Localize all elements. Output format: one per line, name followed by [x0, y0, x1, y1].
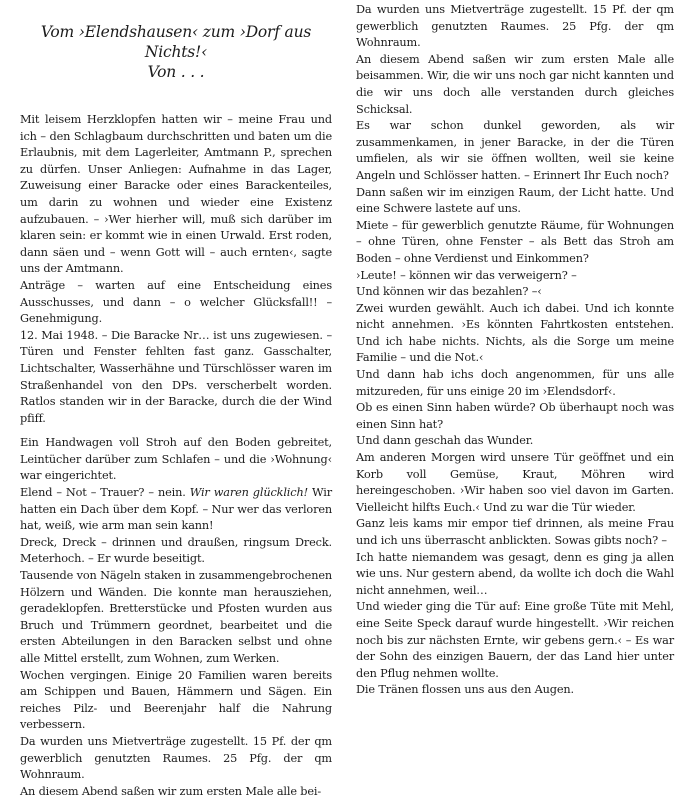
paragraph: Es war schon dunkel geworden, als wir zusammenkamen, in jener Baracke, in der die Türen umfielen, als wir sie öffnen wollten, weil sie keine Angeln und Schlösser hatten. – Erinnert Ihr Euch noch? — [356, 119, 674, 182]
paragraph: ›Leute! – können wir das verweigern? – — [356, 268, 577, 282]
right-column — [356, 2, 674, 699]
paragraph: Ein Handwagen voll Stroh auf den Boden gebreitet, Leintücher darüber zum Schlafen – und die ›Wohnung‹ war eingerichtet. — [20, 436, 332, 483]
paragraph: Anträge – warten auf eine Entscheidung eines Ausschusses, und dann – o welcher Glücksfall!! – Genehmigung. — [20, 278, 332, 326]
paragraph: Und dann geschah das Wunder. — [356, 434, 534, 448]
paragraph: Und dann hab ichs doch angenommen, für uns alle mitzureden, für uns einige 20 im ›Elendsdorf‹. — [356, 368, 674, 398]
title-line-2: Von . . . — [147, 63, 205, 81]
paragraph: Dreck, Dreck – drinnen und draußen, ringsum Dreck. Meterhoch. – Er wurde beseitigt. — [20, 535, 332, 566]
left-column — [20, 22, 332, 800]
paragraph: Ob es einen Sinn haben würde? Ob überhaupt noch was einen Sinn hat? — [356, 401, 674, 431]
paragraph: Mit leisem Herzklopfen hatten wir – meine Frau und ich – den Schlagbaum durchschritten und baten um die Erlaubnis, mit dem Lagerleiter, Amtmann P., sprechen zu dürfen. Unser Anliegen: Aufnahme in das Lager, Zuweisung einer Baracke oder eines Barackenteiles, um darin zu wohnen und wieder eine Existenz aufzubauen. – ›Wer hierher will, muß sich darüber im klaren sein: er kommt wie in einen Urwald. Erst roden, dann säen und – wenn Gott will – auch ernten‹, sagte uns der Amtmann. — [20, 113, 332, 276]
paragraph: Zwei wurden gewählt. Auch ich dabei. Und ich konnte nicht annehmen. ›Es könnten Fahrtkosten entstehen. Und ich habe nichts. Nichts, als die Sorge um meine Familie – und die Not.‹ — [356, 301, 674, 365]
paragraph: Tausende von Nägeln staken in zusammengebrochenen Hölzern und Wänden. Die konnte man herausziehen, geradeklopfen. Bretterstücke und Pfosten wurden aus Bruch und Trümmern geordnet, bearbeitet und die ersten Abteilungen in den Baracken selbst und ohne alle Mittel erstellt, zum Wohnen, zum Werken. — [20, 569, 332, 665]
paragraph: Da wurden uns Mietverträge zugestellt. 15 Pf. der qm gewerblich genutzten Raumes. 25 Pfg. der qm Wohnraum. — [356, 3, 674, 50]
paragraph: Ich hatte niemandem was gesagt, denn es ging ja allen wie uns. Nur gestern abend, da wollte ich doch die Wahl nicht annehmen, weil… — [356, 550, 674, 597]
paragraph: Die Tränen flossen uns aus den Augen. — [356, 683, 574, 697]
title-line-1: Vom ›Elendshausen‹ zum ›Dorf aus Nichts!‹ — [40, 23, 312, 61]
paragraph-text: Elend – Not – Trauer? – nein. — [20, 486, 190, 500]
page-title — [20, 22, 332, 82]
paragraph: An diesem Abend saßen wir zum ersten Male alle beisammen. Wir, die wir uns noch gar nicht kannten und die wir uns doch alle verstanden durch gleiches Schicksal. — [356, 52, 674, 116]
emphasis-text: Wir waren glücklich! — [189, 486, 308, 500]
paragraph: Ganz leis kams mir empor tief drinnen, als meine Frau und ich uns überrascht anblickten. Sowas gibts noch? – — [356, 517, 674, 547]
paragraph: Dann saßen wir im einzigen Raum, der Licht hatte. Und eine Schwere lastete auf uns. — [356, 185, 674, 216]
paragraph: An diesem Abend saßen wir zum ersten Male alle bei- — [20, 784, 322, 798]
paragraph: Wochen vergingen. Einige 20 Familien waren bereits am Schippen und Bauen, Hämmern und Sägen. Ein reiches Pilz- und Beerenjahr half die Nahrung verbessern. — [20, 668, 332, 732]
paragraph — [20, 485, 332, 535]
paragraph: 12. Mai 1948. – Die Baracke Nr… ist uns zugewiesen. – Türen und Fenster fehlten fast ganz. Gasschalter, Lichtschalter, Wasserhähne und Türschlösser waren im Straßenhandel von den DPs. verscherbelt worden. Ratlos standen wir in der Baracke, durch die der Wind pfiff. — [20, 328, 332, 425]
paragraph: Am anderen Morgen wird unsere Tür geöffnet und ein Korb voll Gemüse, Kraut, Möhren wird hereingeschoben. ›Wir haben soo viel davon im Garten. Vielleicht hilfts Euch.‹ Und zu war die Tür wieder. — [356, 451, 674, 514]
paragraph-text: Wir hatten ein Dach über dem Kopf. – Nur wer das verloren hat, weiß, wie arm man sein kann! — [20, 486, 332, 533]
paragraph: Und wieder ging die Tür auf: Eine große Tüte mit Mehl, eine Seite Speck darauf wurde hingestellt. ›Wir reichen noch bis zur nächsten Ernte, wir gebens gern.‹ – Es war der Sohn des einzigen Bauern, der das Land hier unter den Pflug nehmen wollte. — [356, 600, 674, 680]
paragraph: Da wurden uns Mietverträge zugestellt. 15 Pf. der qm gewerblich genutzten Raumes. 25 Pfg. der qm Wohnraum. — [20, 734, 332, 782]
paragraph: Und können wir das bezahlen? –‹ — [356, 285, 542, 299]
paragraph: Miete – für gewerblich genutzte Räume, für Wohnungen – ohne Türen, ohne Fenster – als Bett das Stroh am Boden – ohne Verdienst und Einkommen? — [356, 218, 674, 265]
